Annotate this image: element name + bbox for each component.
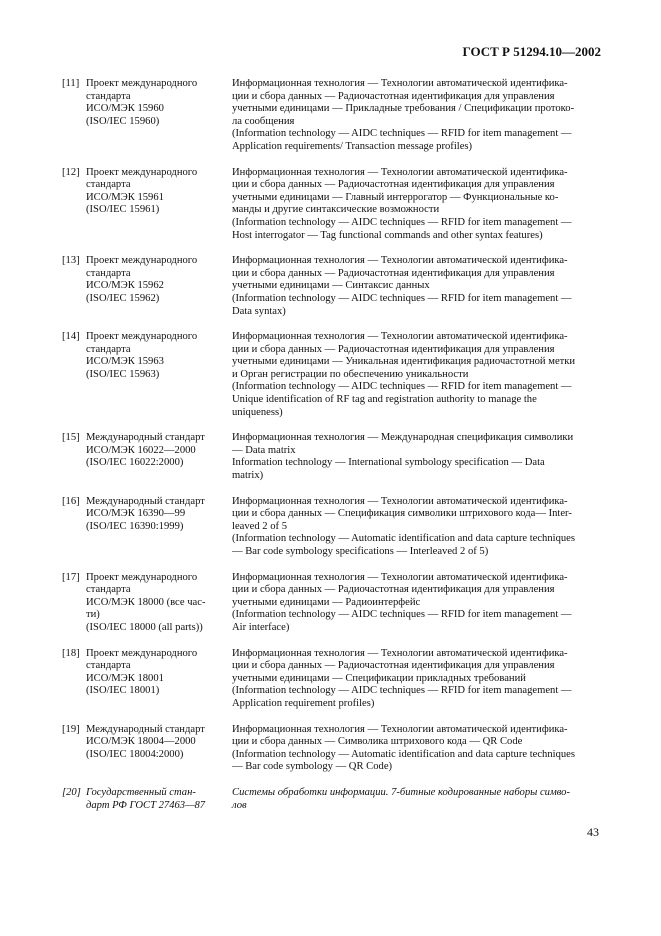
standard-line: стандарта (86, 660, 131, 672)
reference-number: [20] (62, 786, 81, 798)
description-line: (Information technology — Automatic identification and data capture techniques (232, 533, 576, 545)
description-line: учетными единицами — Уникальная идентификация радиочастотной метки (232, 356, 576, 368)
standard-line: Проект международного (86, 78, 198, 89)
description-line: (Information technology — AIDC techniques — RFID for item management — (232, 128, 572, 140)
description-line: ции и сбора данных — Радиочастотная идентификация для управления (232, 267, 555, 279)
description-line: ции и сбора данных — Символика штрихового кода — QR Code (232, 736, 523, 748)
standard-line: стандарта (86, 584, 131, 596)
standard-line: Проект международного (86, 571, 198, 583)
description-line: Data syntax) (232, 305, 286, 317)
description-line: leaved 2 of 5 (232, 520, 288, 532)
reference-standard (62, 724, 232, 762)
description-line: Information technology — International symbology specification — Data (232, 457, 545, 469)
description-line: Информационная технология — Технологии автоматической идентифика- (232, 571, 568, 583)
reference-entry (62, 331, 602, 419)
description-line: (Information technology — Automatic identification and data capture techniques (232, 748, 576, 760)
standard-line: (ISO/IEC 15963) (86, 368, 160, 380)
description-line: (Information technology — AIDC techniques — RFID for item management — (232, 381, 572, 393)
description-line: учетными единицами — Главный интеррогатор — Функциональные ко- (232, 191, 559, 203)
description-line: Application requirements/ Transaction message profiles) (232, 140, 473, 152)
description-line: uniqueness) (232, 406, 283, 418)
description-line: ции и сбора данных — Радиочастотная идентификация для управления (232, 343, 555, 355)
description-line: учетными единицами — Радиоинтерфейс (232, 596, 421, 608)
description-line: Информационная технология — Международная спецификация символики (232, 432, 574, 444)
reference-entry (62, 648, 602, 711)
description-line: Информационная технология — Технологии автоматической идентифика- (232, 647, 568, 659)
standard-line: Проект международного (86, 647, 198, 659)
reference-description (232, 572, 602, 635)
page-number: 43 (587, 825, 599, 839)
reference-number: [13] (62, 255, 80, 267)
description-line: лов (232, 799, 247, 811)
standard-line: (ISO/IEC 15960) (86, 115, 160, 127)
reference-entry (62, 78, 602, 154)
description-line: ции и сбора данных — Радиочастотная идентификация для управления (232, 179, 555, 191)
reference-description (232, 331, 602, 419)
standard-line: Проект международного (86, 331, 198, 343)
reference-number: [14] (62, 331, 80, 343)
standard-line: (ISO/IEC 16022:2000) (86, 457, 184, 469)
standard-line: ИСО/МЭК 18004—2000 (86, 736, 196, 748)
reference-entry (62, 724, 602, 774)
standard-line: стандарта (86, 267, 131, 279)
reference-description (232, 167, 602, 243)
reference-standard (62, 167, 232, 217)
standard-line: ти) (86, 609, 100, 621)
description-line: Системы обработки информации. 7-битные кодированные наборы симво- (232, 786, 570, 798)
standard-line: (ISO/IEC 18004:2000) (86, 748, 184, 760)
reference-number: [12] (62, 166, 80, 178)
description-line: учетными единицами — Спецификации прикладных требований (232, 672, 526, 684)
standard-line: стандарта (86, 179, 131, 191)
description-line: (Information technology — AIDC techniques — RFID for item management — (232, 216, 572, 228)
standard-line: дарт РФ ГОСТ 27463—87 (86, 799, 206, 811)
standard-line: Проект международного (86, 255, 198, 267)
standard-line: ИСО/МЭК 16022—2000 (86, 444, 196, 456)
reference-entry (62, 787, 602, 812)
reference-standard (62, 432, 232, 470)
reference-entry (62, 255, 602, 318)
references-list (62, 78, 602, 825)
description-line: — Bar code symbology specifications — Interleaved 2 of 5) (232, 546, 489, 557)
description-line: Application requirement profiles) (232, 697, 375, 709)
description-line: ции и сбора данных — Спецификация символики штрихового кода— Inter- (232, 508, 572, 520)
description-line: Информационная технология — Технологии автоматической идентифика- (232, 331, 568, 343)
reference-description (232, 432, 602, 482)
standard-line: ИСО/МЭК 18000 (все час- (86, 596, 206, 608)
standard-line: ИСО/МЭК 15960 (86, 103, 164, 115)
description-line: учетными единицами — Синтаксис данных (232, 280, 430, 292)
description-line: Информационная технология — Технологии автоматической идентифика- (232, 166, 568, 178)
reference-description (232, 496, 602, 559)
description-line: (Information technology — AIDC techniques — RFID for item management — (232, 609, 572, 621)
reference-entry (62, 496, 602, 559)
reference-standard (62, 496, 232, 534)
standard-line: Международный стандарт (86, 432, 205, 444)
standard-line: ИСО/МЭК 15963 (86, 356, 164, 368)
description-line: ции и сбора данных — Радиочастотная идентификация для управления (232, 584, 555, 596)
standard-line: Государственный стан- (86, 786, 196, 798)
standard-line: (ISO/IEC 15961) (86, 204, 160, 216)
standard-line: ИСО/МЭК 15962 (86, 280, 164, 292)
standard-line: (ISO/IEC 15962) (86, 292, 160, 304)
reference-standard (62, 572, 232, 635)
description-line: Информационная технология — Технологии автоматической идентифика- (232, 495, 568, 507)
description-line: Информационная технология — Технологии автоматической идентифика- (232, 78, 568, 89)
description-line: Host interrogator — Tag functional commands and other syntax features) (232, 229, 543, 241)
description-line: — Data matrix (232, 444, 296, 456)
reference-description (232, 648, 602, 711)
description-line: ции и сбора данных — Радиочастотная идентификация для управления (232, 660, 555, 672)
reference-description (232, 255, 602, 318)
reference-description (232, 787, 602, 812)
description-line: и Орган регистрации по обеспечению уникальности (232, 368, 469, 380)
standard-line: стандарта (86, 343, 131, 355)
reference-description (232, 78, 602, 154)
reference-entry (62, 167, 602, 243)
standard-line: Международный стандарт (86, 723, 205, 735)
standard-line: Проект международного (86, 166, 198, 178)
reference-standard (62, 78, 232, 128)
description-line: Air interface) (232, 621, 290, 633)
description-line: Информационная технология — Технологии автоматической идентифика- (232, 255, 568, 267)
reference-entry (62, 572, 602, 635)
description-line: Информационная технология — Технологии автоматической идентифика- (232, 723, 568, 735)
description-line: (Information technology — AIDC techniques — RFID for item management — (232, 685, 572, 697)
reference-number: [15] (62, 432, 80, 444)
reference-number: [11] (62, 78, 80, 89)
description-line: matrix) (232, 470, 264, 482)
reference-standard (62, 648, 232, 698)
reference-number: [19] (62, 723, 80, 735)
description-line: учетными единицами — Прикладные требования / Спецификации протоко- (232, 103, 575, 115)
standard-line: (ISO/IEC 18000 (all parts)) (86, 621, 203, 633)
reference-standard (62, 255, 232, 305)
description-line: Unique identification of RF tag and registration authority to manage the (232, 394, 537, 406)
reference-number: [17] (62, 571, 80, 583)
standard-line: Международный стандарт (86, 495, 205, 507)
reference-standard (62, 331, 232, 381)
standard-line: ИСО/МЭК 15961 (86, 191, 164, 203)
description-line: (Information technology — AIDC techniques — RFID for item management — (232, 292, 572, 304)
description-line: ции и сбора данных — Радиочастотная идентификация для управления (232, 90, 555, 102)
document-header: ГОСТ Р 51294.10—2002 (462, 44, 601, 59)
standard-line: ИСО/МЭК 18001 (86, 672, 164, 684)
reference-number: [18] (62, 647, 80, 659)
description-line: манды и другие синтаксические возможности (232, 204, 440, 216)
reference-standard (62, 787, 232, 812)
standard-line: стандарта (86, 90, 131, 102)
reference-number: [16] (62, 495, 80, 507)
reference-description (232, 724, 602, 774)
description-line: — Bar code symbology — QR Code) (232, 761, 393, 773)
description-line: ла сообщения (232, 115, 295, 127)
standard-line: (ISO/IEC 18001) (86, 685, 160, 697)
reference-entry (62, 432, 602, 482)
standard-line: (ISO/IEC 16390:1999) (86, 520, 184, 532)
standard-line: ИСО/МЭК 16390—99 (86, 508, 186, 520)
